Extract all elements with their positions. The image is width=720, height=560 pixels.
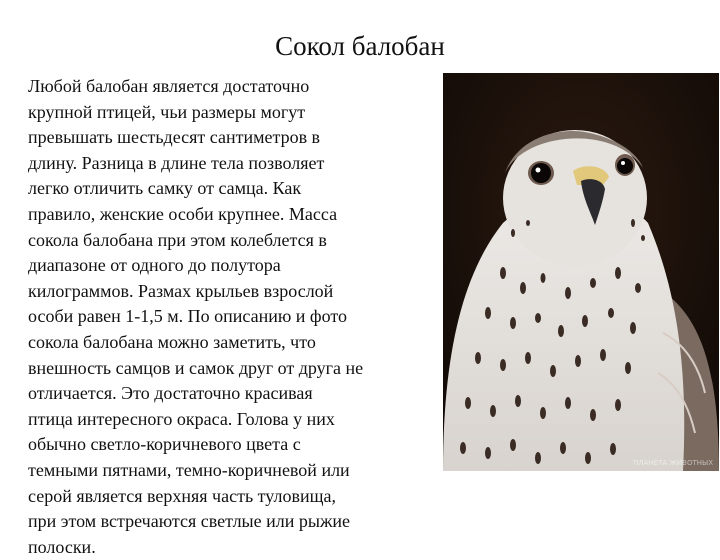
text-line: крупной птицей, чьи размеры могут [28,101,306,122]
falcon-illustration [443,73,719,471]
text-line: килограммов. Размах крыльев взрослой [28,280,334,301]
text-line: при этом встречаются светлые или рыжие [28,511,351,532]
text-line: темными пятнами, темно-коричневой или [28,459,350,480]
text-line: легко отличить самку от самца. Как [28,178,302,199]
text-line: диапазоне от одного до полутора [28,255,281,276]
text-line: обычно светло-коричневого цвета с [28,434,301,455]
text-line: правило, женские особи крупнее. Масса [28,203,338,224]
slide-title: Сокол балобан [275,31,445,61]
text-line: сокола балобана можно заметить, что [28,331,316,352]
text-line: Любой балобан является достаточно [28,76,310,96]
text-line: особи равен 1-1,5 м. По описанию и фото [28,306,347,327]
photo-watermark: ПЛАНЕТА ЖИВОТНЫХ [633,459,713,467]
text-line: внешность самцов и самок друг от друга не [28,357,364,378]
text-line: отличается. Это достаточно красивая [28,383,313,404]
text-line: полоски. [28,536,96,557]
text-line: превышать шестьдесят сантиметров в [28,127,321,148]
text-line: серой является верхняя часть туловища, [28,485,336,506]
body-paragraph [28,74,428,557]
text-line: сокола балобана при этом колеблется в [28,229,327,250]
falcon-photo [443,73,719,471]
text-line: длину. Разница в длине тела позволяет [28,152,325,173]
text-line: птица интересного окраса. Голова у них [28,408,335,429]
